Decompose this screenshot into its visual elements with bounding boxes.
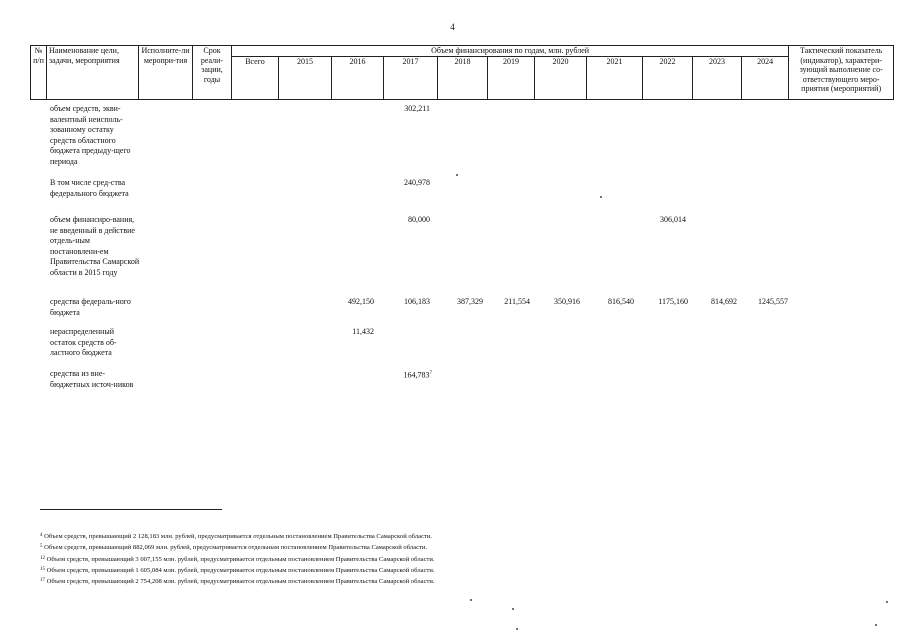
header-year: 2016 — [332, 56, 384, 99]
cell-2017: 302,211 — [404, 104, 430, 113]
scan-speck — [512, 608, 514, 610]
footnotes — [40, 531, 435, 587]
cell-2018: 387,329 — [457, 297, 483, 306]
footnote: $^4$ Объем средств, превышающий 2 128,183 млн. рублей, предусматривается отдельным постановлением Правительства Самарской области. — [40, 533, 433, 540]
header-year: 2020 — [535, 56, 587, 99]
row-label: В том числе сред-ства федерального бюджета — [50, 178, 129, 198]
cell-2016: 492,150 — [348, 297, 374, 306]
header-year: 2019 — [488, 56, 535, 99]
header-year: 2023 — [693, 56, 742, 99]
header-name: Наименование цели, задачи, мероприятия — [47, 46, 139, 100]
footnote: $^{15}$ Объем средств, превышающий 1 605,084 млн. рублей, предусматривается отдельным постановлением Правительства Самарской области. — [40, 566, 435, 574]
cell-2017: 164,783$^7$ — [403, 370, 432, 380]
header-year: 2022 — [643, 56, 693, 99]
footnote: $^{12}$ Объем средств, превышающий 3 007,155 млн. рублей, предусматривается отдельным постановлением Правительства Самарской области. — [40, 555, 435, 563]
row-label: объем средств, экви-валентный неисполь-зованному остатку средств областного бюджета предыду-щего периода — [50, 104, 131, 166]
row-label: средства из вне-бюджетных источ-ников — [50, 369, 134, 389]
header-no: № п/п — [31, 46, 47, 100]
scan-speck — [600, 196, 602, 198]
page-number: 4 — [450, 22, 455, 32]
scan-speck — [875, 624, 877, 626]
cell-2022: 1175,160 — [658, 297, 688, 306]
header-year: 2024 — [742, 56, 789, 99]
cell-2019: 211,554 — [504, 297, 530, 306]
header-year: 2015 — [279, 56, 332, 99]
row-label: нераспределенный остаток средств об-ластного бюджета — [50, 327, 117, 357]
scan-speck — [886, 601, 888, 603]
cell-2017: 80,000 — [408, 215, 430, 224]
cell-2016: 11,432 — [352, 327, 374, 336]
header-total: Всего — [232, 56, 279, 99]
header-year: 2021 — [587, 56, 643, 99]
cell-2022: 306,014 — [660, 215, 686, 224]
funding-table-header — [30, 45, 894, 100]
cell-2017: 106,183 — [404, 297, 430, 306]
cell-2023: 814,692 — [711, 297, 737, 306]
cell-2017: 240,978 — [404, 178, 430, 187]
footnote-separator — [40, 509, 222, 510]
header-year: 2018 — [438, 56, 488, 99]
scan-speck — [470, 599, 472, 601]
row-label: средства федераль-ного бюджета — [50, 297, 131, 317]
cell-2020: 350,916 — [554, 297, 580, 306]
cell-2021: 816,540 — [608, 297, 634, 306]
scan-speck — [516, 628, 518, 630]
footnote: $^5$ Объем средств, превышающий 882,069 млн. рублей, предусматривается отдельным постановлением Правительства Самарской области. — [40, 544, 428, 552]
header-term: Срок реали-зации, годы — [193, 46, 232, 100]
header-funding-group: Объем финансирования по годам, млн. рублей — [232, 46, 789, 57]
header-year: 2017 — [384, 56, 438, 99]
header-indicator: Тактический показатель (индикатор), характери-зующий выполнение со-ответствующего меро-приятия (мероприятий) — [789, 46, 894, 100]
footnote: $^{17}$ Объем средств, превышающий 2 754,208 млн. рублей, предусматривается отдельным постановлением Правительства Самарской области. — [40, 578, 435, 586]
row-label: объем финансиро-вания, не введенный в действие отдель-ным постановлени-ем Правительства Самарской области в 2015 году — [50, 215, 140, 277]
header-executors: Исполните-ли меропри-тия — [139, 46, 193, 100]
cell-2024: 1245,557 — [758, 297, 788, 306]
scan-speck — [456, 174, 458, 176]
